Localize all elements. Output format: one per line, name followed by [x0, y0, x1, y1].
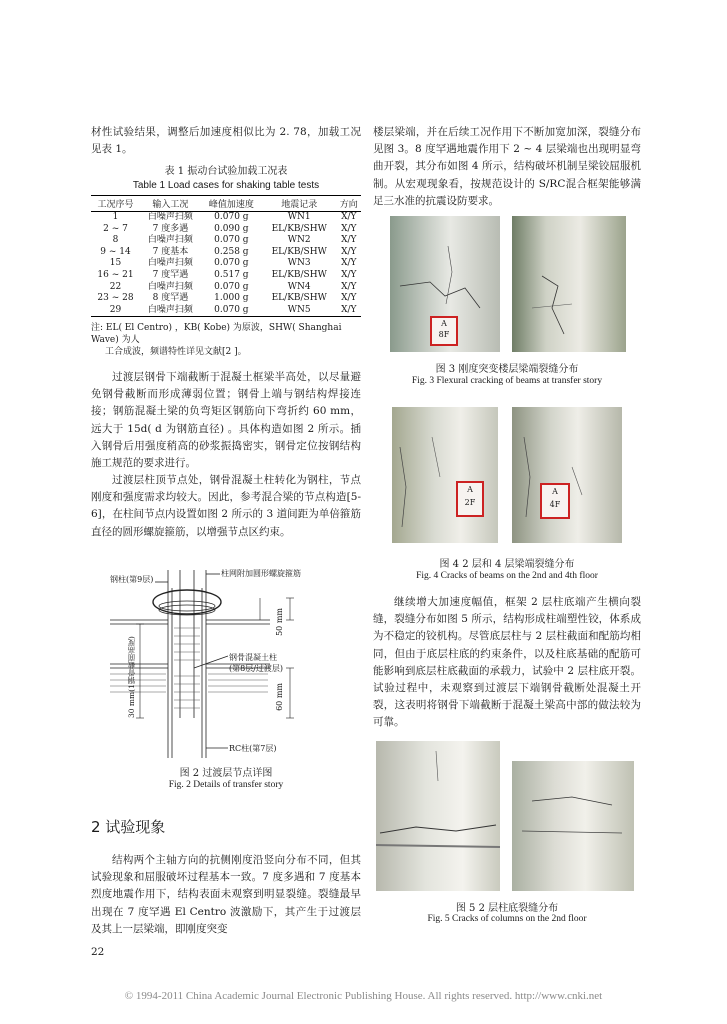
table-cell: X/Y — [341, 223, 357, 234]
crack-lines — [392, 407, 498, 543]
table-cell: 白噪声扫频 — [147, 212, 193, 222]
table-cell: X/Y — [341, 293, 357, 304]
figure-2-caption-cn: 图 2 过渡层节点详图 — [179, 768, 273, 779]
table-cell: WN5 — [262, 305, 337, 317]
table-cell: EL/KB/SHW — [271, 223, 327, 234]
table-cell: 15 — [109, 258, 122, 269]
table-cell: 0.070 g — [214, 212, 249, 222]
table-title-en: Table 1 Load cases for shaking table tests — [132, 180, 320, 191]
label-30mm: 30 mm(1钢骨截面高度) — [127, 636, 136, 718]
table-cell: 29 — [91, 305, 140, 317]
label-steel-column: 钢柱(第9层) — [110, 575, 154, 584]
table-cell: 0.070 g — [214, 235, 249, 246]
figure-5-photo-left — [376, 741, 500, 891]
transfer-story-detail-diagram — [110, 568, 340, 760]
table-cell: 0.090 g — [214, 223, 249, 234]
table-header: 地震记录 — [262, 196, 337, 212]
figure-5-caption-cn: 图 5 2 层柱底裂缝分布 — [455, 903, 559, 914]
table-row — [91, 293, 361, 305]
label-spiral-hoop: 柱网附加圆形螺旋箍筋 — [221, 569, 301, 578]
label-50mm: 50 mm — [275, 608, 284, 636]
table-row — [91, 258, 361, 270]
table-cell: 8 度罕遇 — [152, 293, 189, 304]
table-row — [91, 282, 361, 294]
table-note — [91, 322, 361, 358]
table-row — [91, 247, 361, 259]
table-cell: 23 ~ 28 — [97, 293, 134, 304]
figure-3-caption-en: Fig. 3 Flexural cracking of beams at transfer story — [411, 376, 603, 386]
figure-4-caption-cn: 图 4 2 层和 4 层梁端裂缝分布 — [439, 559, 575, 570]
table-cell: WN1 — [287, 212, 311, 222]
figure-5-caption-en: Fig. 5 Cracks of columns on the 2nd floor — [427, 914, 587, 924]
table-note-line: 注: EL( El Centro) ，KB( Kobe) 为原波，SHW( Shanghai Wave) 为人 — [91, 323, 342, 346]
table-cell: 白噪声扫频 — [147, 235, 193, 246]
crack-lines — [512, 761, 634, 891]
table-cell: 0.070 g — [214, 258, 249, 269]
paragraph-joint: 过渡层柱顶节点处，钢骨混凝土柱转化为钢柱，节点刚度和强度需求均较大。因此，参考混合梁的节点构造[5-6]，在柱间节点内设置如图 2 所示的 3 道间距为单倍箍筋直径的圆形螺旋箍筋，以增强节点区约束。 — [91, 474, 361, 538]
figure-4-photo-left — [392, 407, 498, 543]
label-60mm: 60 mm — [275, 683, 284, 711]
table-cell: X/Y — [341, 212, 357, 222]
table-cell: X/Y — [341, 269, 357, 280]
table-note-line: 工合成波，频谱特性详见文献[2 ]。 — [105, 347, 247, 358]
label-rc-column: RC柱(第7层) — [229, 744, 277, 753]
page-number: 22 — [91, 946, 105, 958]
table-cell: 7 度基本 — [152, 246, 189, 257]
table-cell: 1.000 g — [214, 293, 249, 304]
specimen-tag-label: 4F — [549, 500, 561, 509]
table-header: 工况序号 — [91, 196, 140, 212]
table-header: 输入工况 — [140, 196, 201, 212]
paragraph-intro: 材性试验结果，调整后加速度相似比为 2. 78，加载工况见表 1。 — [91, 126, 361, 156]
table-row — [91, 224, 361, 236]
specimen-tag — [430, 316, 458, 346]
table-cell: 22 — [109, 281, 122, 292]
table-cell: 0.070 g — [201, 305, 262, 317]
table-cell: 2 ~ 7 — [103, 223, 128, 234]
crack-lines — [376, 741, 500, 891]
copyright-footer: © 1994-2011 China Academic Journal Electronic Publishing House. All rights reserved. http://www.cnki.net — [124, 990, 603, 1002]
table-row — [91, 305, 361, 317]
table-header: 方向 — [337, 196, 361, 212]
label-src-column: 钢骨混凝土柱 — [229, 653, 277, 662]
specimen-tag-label: A — [552, 487, 558, 496]
crack-lines — [512, 407, 622, 543]
table-row — [91, 270, 361, 282]
figure-3-photo-left — [390, 216, 500, 352]
table-cell: EL/KB/SHW — [271, 269, 327, 280]
table-cell: 7 度多遇 — [152, 223, 189, 234]
table-cell: 0.258 g — [214, 246, 249, 257]
crack-lines — [512, 216, 626, 352]
specimen-tag-label: 8F — [438, 330, 450, 339]
table-cell: X/Y — [341, 235, 357, 246]
paragraph-column-cracks: 继续增大加速度幅值，框架 2 层柱底端产生横向裂缝，裂缝分布如图 5 所示，结构形成柱端塑性铰，体系成为不稳定的铰机构。尽管底层柱与 2 层柱截面和配筋均相同，但由于底层柱底的约束条件，以及柱底基础的配筋可能影响到底层柱底截面的承载力，试验中 2 层柱底开裂。试验过程中，未观察到过渡层下端钢骨截断处混凝土开裂，这表明将钢骨下端截断于混凝土梁高中部的做法较为可靠。 — [373, 596, 641, 729]
figure-2-drawing — [110, 568, 340, 760]
table-cell: 7 度罕遇 — [152, 269, 189, 280]
table-1 — [91, 162, 361, 358]
figure-4-photo-right — [512, 407, 622, 543]
table-cell: WN4 — [287, 281, 311, 292]
table-cell: 白噪声扫频 — [147, 258, 193, 269]
table-cell: 1 — [112, 212, 119, 222]
figure-4-caption-en: Fig. 4 Cracks of beams on the 2nd and 4th floor — [416, 571, 598, 581]
table-cell: 0.070 g — [214, 281, 249, 292]
section-title: 2 试验现象 — [91, 818, 166, 836]
specimen-tag-label: 2F — [464, 498, 476, 507]
specimen-tag — [456, 481, 484, 517]
table-cell: 8 — [112, 235, 119, 246]
figure-5-photo-right — [512, 761, 634, 891]
paragraph-phenomena: 结构两个主轴方向的抗侧刚度沿竖向分布不同，但其试验现象和屈服破坏过程基本一致。7 度多遇和 7 度基本烈度地震作用下，结构表面未观察到明显裂缝。裂缝最早出现在 7 度罕遇 El Centro 波激励下，其产生于过渡层及其上一层梁端，即刚度突变 — [91, 854, 361, 935]
figure-2-caption-en: Fig. 2 Details of transfer story — [168, 780, 284, 790]
table-cell: X/Y — [341, 258, 357, 269]
table-cell: 9 ~ 14 — [100, 246, 131, 257]
table-cell: X/Y — [337, 305, 361, 317]
table-cell: X/Y — [341, 246, 357, 257]
table-title-cn: 表 1 振动台试验加载工况表 — [164, 166, 288, 177]
table-cell: X/Y — [341, 281, 357, 292]
table-header-row — [91, 196, 361, 212]
table-cell: 白噪声扫频 — [140, 305, 201, 317]
table-row — [91, 235, 361, 247]
table-cell: EL/KB/SHW — [271, 293, 327, 304]
paragraph-steel-cutoff: 过渡层钢骨下端截断于混凝土框梁半高处，以尽量避免钢骨截断而形成薄弱位置；钢骨上端与钢结构焊接连接；钢筋混凝土梁的负弯矩区钢筋向下弯折约 60 mm，远大于 15d( d 为钢筋直径) 。具体构造如图 2 所示。插入钢骨后用强度稍高的砂浆振捣密实，钢骨定位按钢结构施工规范的要求进行。 — [91, 371, 361, 470]
label-src-floor: (第8层/过渡层) — [229, 664, 284, 673]
figure-3-caption-cn: 图 3 刚度突变楼层梁端裂缝分布 — [435, 364, 579, 375]
specimen-tag — [540, 483, 570, 519]
table-cell: EL/KB/SHW — [271, 246, 327, 257]
figure-3-photo-right — [512, 216, 626, 352]
table-cell: 16 ~ 21 — [97, 269, 134, 280]
specimen-tag-label: A — [441, 319, 447, 328]
table-cell: 白噪声扫频 — [147, 281, 193, 292]
specimen-tag-label: A — [467, 485, 473, 494]
table-cell: WN3 — [287, 258, 311, 269]
table-cell: 0.517 g — [214, 269, 249, 280]
table-row — [91, 212, 361, 224]
load-cases-table — [91, 195, 361, 317]
table-header: 峰值加速度 — [201, 196, 262, 212]
table-cell: WN2 — [287, 235, 311, 246]
paragraph-crack-dist: 楼层梁端，并在后续工况作用下不断加宽加深，裂缝分布见图 3。8 度罕遇地震作用下 2 ~ 4 层梁端也出现明显弯曲开裂，其分布如图 4 所示，结构破坏机制呈梁铰屈服机制。从宏观现象看，按规范设计的 S/RC混合框架能够满足三水准的抗震设防要求。 — [373, 126, 641, 207]
